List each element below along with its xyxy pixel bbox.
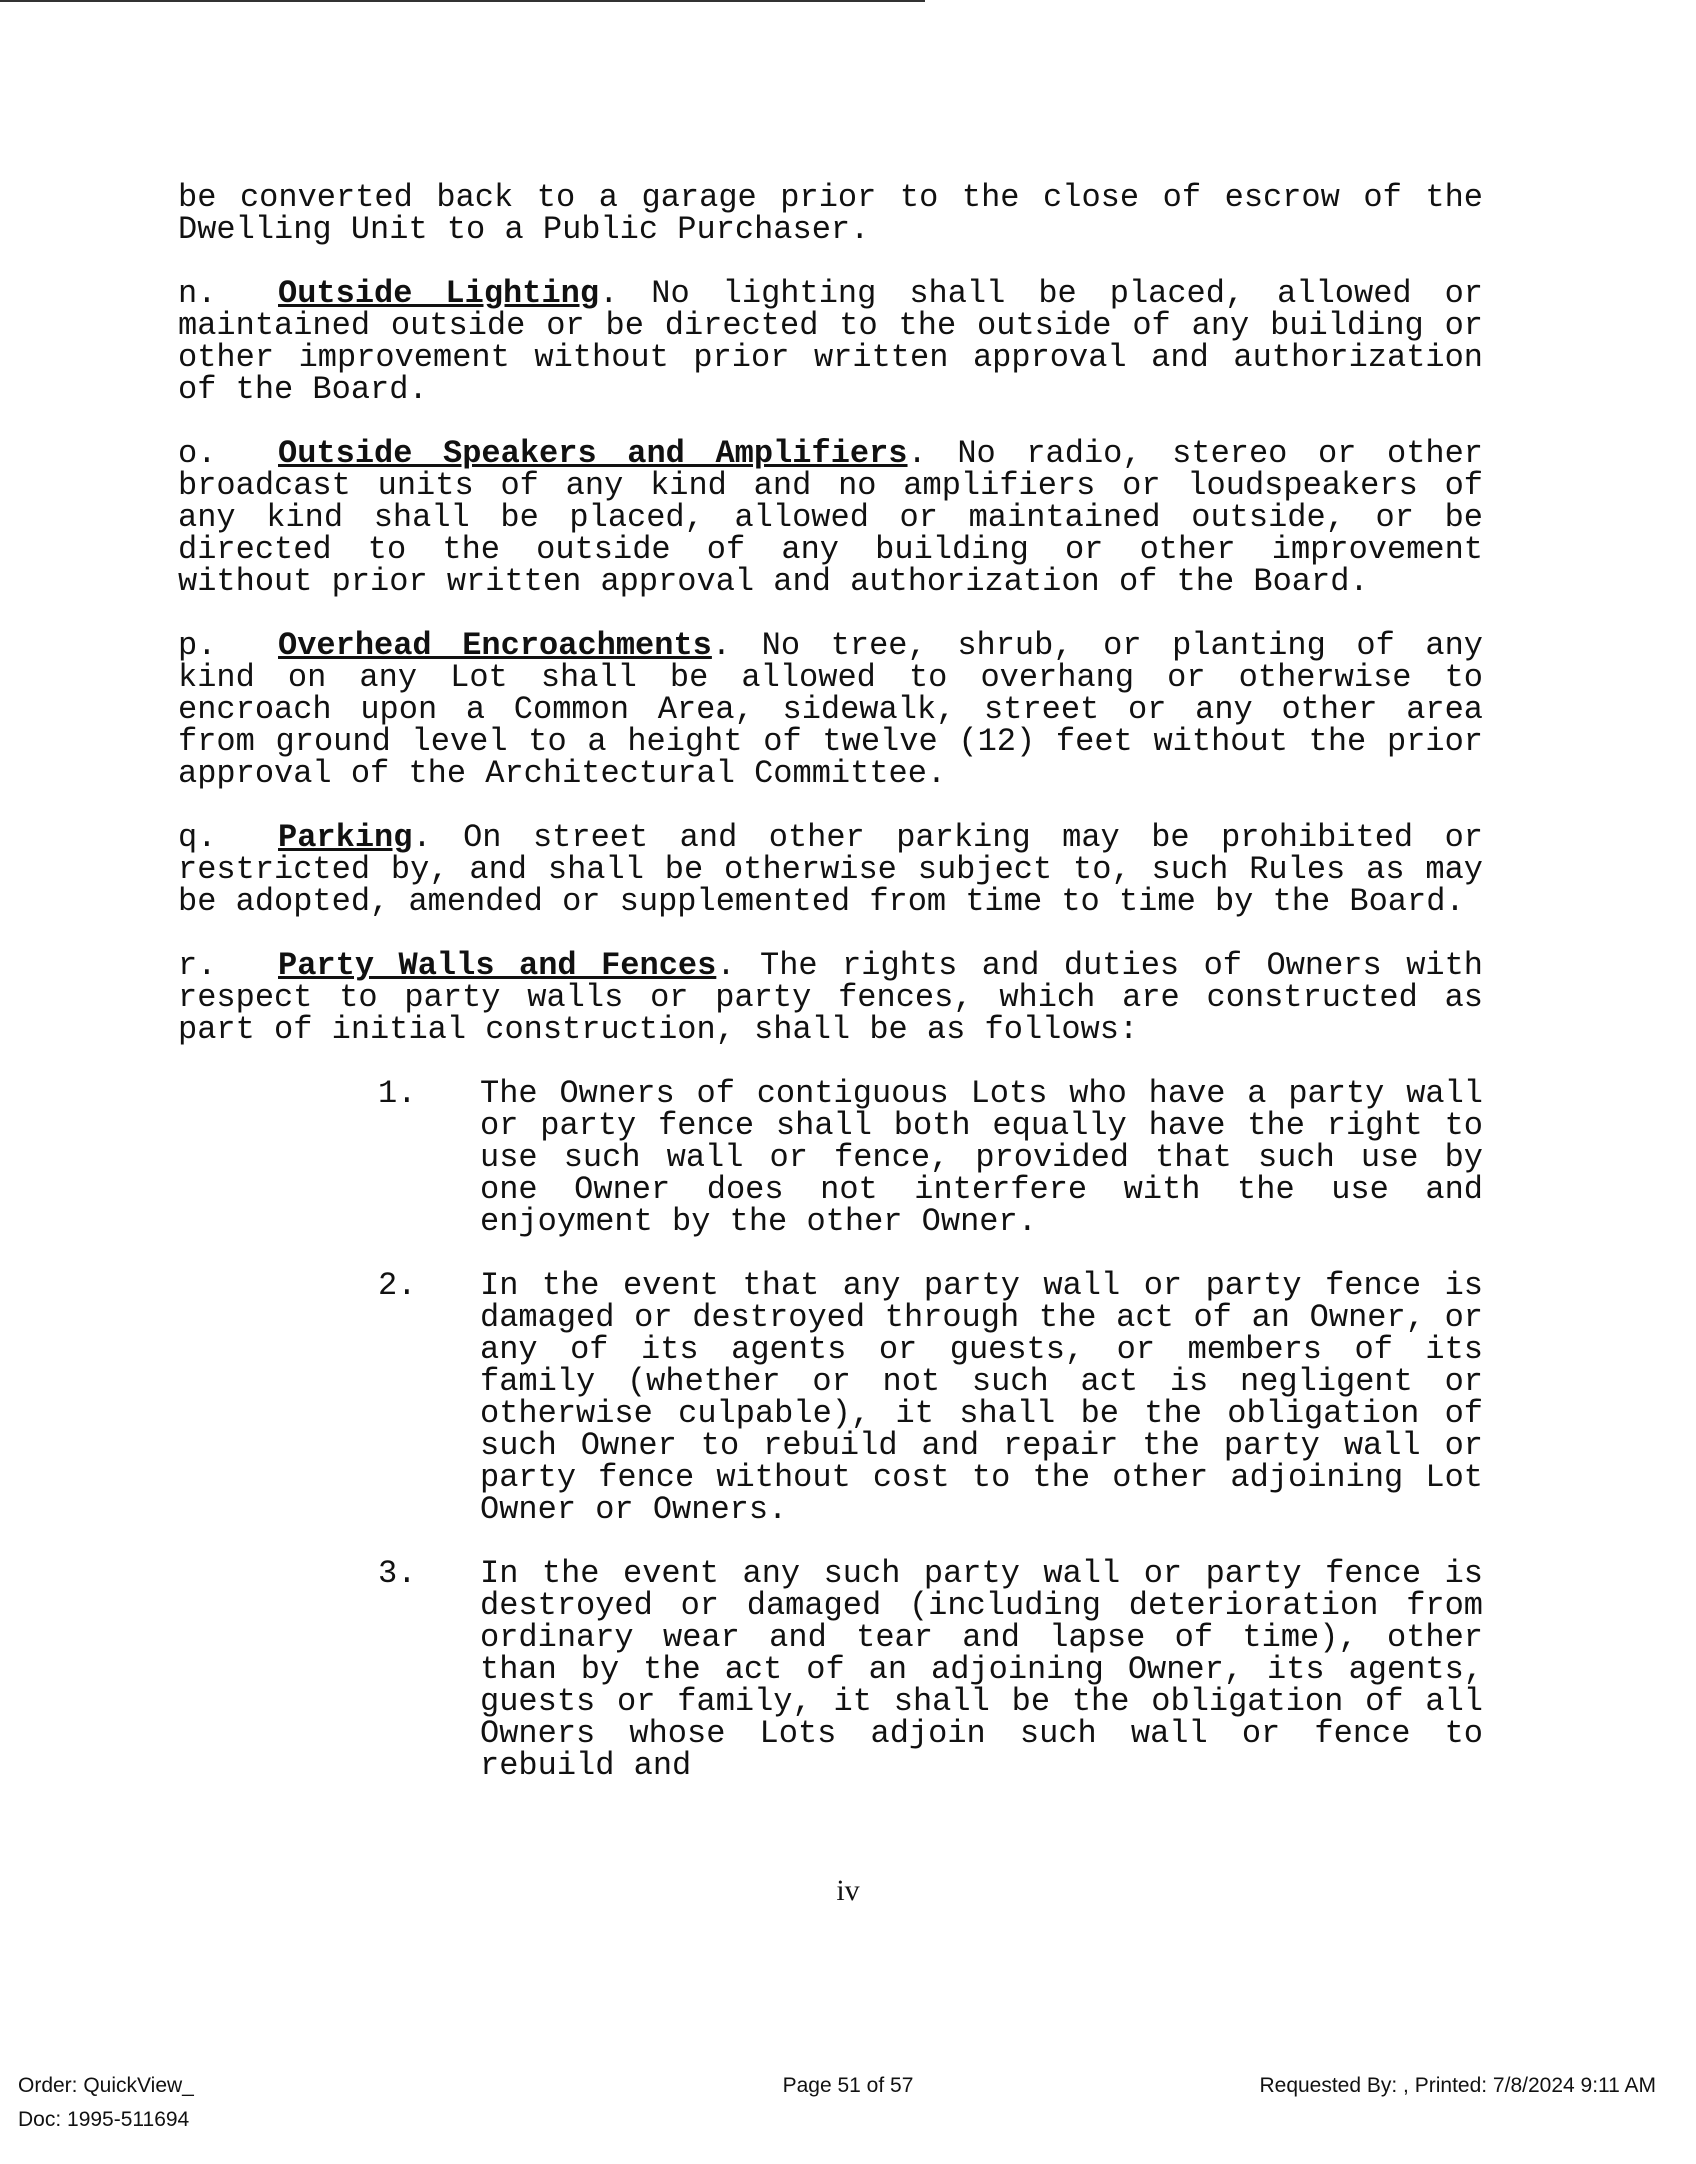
party-wall-list xyxy=(178,1075,1483,1784)
section-letter: o. xyxy=(178,435,217,472)
document-body xyxy=(178,179,1484,1814)
section-text: . On street and other parking may be prohibited or restricted by, and shall be otherwise subject to, such Rules as may be adopted, amended or supplemented from time to time by the Board. xyxy=(178,819,1483,920)
section-text: . No lighting shall be placed, allowed or maintained outside or be directed to the outside of any building or other improvement without prior written approval and authorization of the Board. xyxy=(178,275,1484,408)
section-letter: r. xyxy=(178,947,217,984)
footer-doc: Doc: 1995-511694 xyxy=(18,2108,190,2131)
list-item-number: 3. xyxy=(378,1555,417,1592)
list-item-number: 2. xyxy=(378,1267,417,1304)
list-item-text: The Owners of contiguous Lots who have a party wall or party fence shall both equally have the right to use such wall or fence, provided that such use by one Owner does not interfere with the use and enjoyment by the other Owner. xyxy=(480,1075,1483,1240)
section-heading: Overhead Encroachments xyxy=(278,627,712,664)
list-item xyxy=(378,1075,1483,1240)
list-item-text: In the event any such party wall or party fence is destroyed or damaged (including deterioration from ordinary wear and tear and lapse of time), other than by the act of an adjoining Owner, its agents, guests or family, it shall be the obligation of all Owners whose Lots adjoin such wall or fence to rebuild and xyxy=(480,1555,1483,1784)
section-n xyxy=(178,275,1484,408)
top-rule xyxy=(0,0,925,2)
section-text: . The rights and duties of Owners with respect to party walls or party fences, which are constructed as part of initial construction, shall be as follows: xyxy=(178,947,1483,1048)
page-number: iv xyxy=(836,1874,860,1907)
list-item xyxy=(378,1267,1483,1528)
footer-page-count: Page 51 of 57 xyxy=(782,2074,914,2097)
section-heading: Outside Speakers and Amplifiers xyxy=(278,435,908,472)
list-item-text: In the event that any party wall or party fence is damaged or destroyed through the act of an Owner, or any of its agents or guests, or members of its family (whether or not such act is negligent or otherwise culpable), it shall be the obligation of such Owner to rebuild and repair the party wall or party fence without cost to the other adjoining Lot Owner or Owners. xyxy=(480,1267,1483,1528)
section-heading: Parking xyxy=(278,819,413,856)
section-text: . No radio, stereo or other broadcast units of any kind and no amplifiers or loudspeakers of any kind shall be placed, allowed or maintained outside, or be directed to the outside of any building or other improvement without prior written approval and authorization of the Board. xyxy=(178,435,1484,600)
section-letter: p. xyxy=(178,627,217,664)
footer-order: Order: QuickView_ xyxy=(18,2074,194,2097)
section-o xyxy=(178,435,1484,600)
continuation-paragraph: be converted back to a garage prior to the close of escrow of the Dwelling Unit to a Public Purchaser. xyxy=(178,179,1483,248)
section-letter: n. xyxy=(178,275,217,312)
section-heading: Outside Lighting xyxy=(278,275,600,312)
section-text: . No tree, shrub, or planting of any kind on any Lot shall be allowed to overhang or otherwise to encroach upon a Common Area, sidewalk, street or any other area from ground level to a height of twelve (12) feet without the prior approval of the Architectural Committee. xyxy=(178,627,1484,792)
footer-requested-printed: Requested By: , Printed: 7/8/2024 9:11 AM xyxy=(1259,2074,1656,2097)
section-p xyxy=(178,627,1484,792)
list-item xyxy=(378,1555,1483,1784)
section-letter: q. xyxy=(178,819,217,856)
section-heading: Party Walls and Fences xyxy=(278,947,717,984)
section-q xyxy=(178,819,1483,920)
section-r xyxy=(178,947,1483,1048)
list-item-number: 1. xyxy=(378,1075,417,1112)
